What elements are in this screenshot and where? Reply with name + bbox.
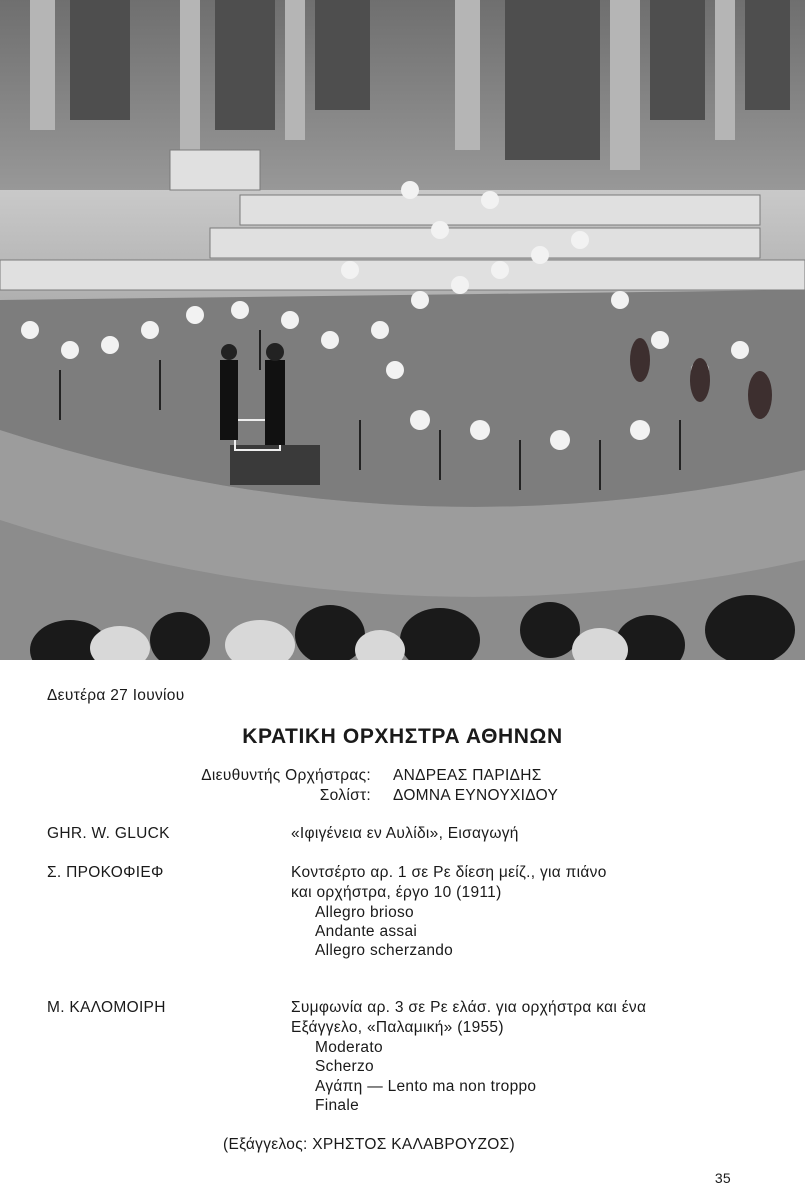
movement: Moderato — [315, 1039, 383, 1056]
conductor-role: Διευθυντής Ορχήστρας: — [201, 767, 371, 784]
narrator-credit: (Εξάγγελος: ΧΡΗΣΤΟΣ ΚΑΛΑΒΡΟΥΖΟΣ) — [223, 1136, 516, 1153]
composer-gluck: GHR. W. GLUCK — [47, 825, 170, 842]
page-number: 35 — [714, 1170, 731, 1186]
composer-prokofiev: Σ. ΠΡΟΚΟΦΙΕΦ — [47, 864, 164, 881]
soloist-name: ΔΟΜΝΑ ΕΥΝΟΥΧΙΔΟΥ — [393, 787, 559, 804]
composer-kalomiris: Μ. ΚΑΛΟΜΟΙΡΗ — [47, 999, 166, 1016]
movement: Scherzo — [315, 1058, 374, 1075]
work-prokofiev-line-2: και ορχήστρα, έργο 10 (1911) — [291, 884, 502, 901]
work-gluck: «Ιφιγένεια εν Αυλίδι», Εισαγωγή — [291, 825, 519, 842]
movement: Finale — [315, 1097, 360, 1114]
conductor-name: ΑΝΔΡΕΑΣ ΠΑΡΙΔΗΣ — [393, 767, 542, 784]
work-prokofiev-line-1: Κοντσέρτο αρ. 1 σε Ρε δίεση μείζ., για πιάνο — [291, 864, 607, 881]
orchestra-title: ΚΡΑΤΙΚΗ ΟΡΧΗΣΤΡΑ ΑΘΗΝΩΝ — [242, 725, 563, 748]
movement: Allegro scherzando — [315, 942, 454, 959]
work-kalomiris-line-2: Εξάγγελο, «Παλαμική» (1955) — [291, 1019, 504, 1036]
movement: Allegro brioso — [315, 904, 414, 921]
movement: Αγάπη — Lento ma non troppo — [315, 1078, 537, 1095]
work-kalomiris-line-1: Συμφωνία αρ. 3 σε Ρε ελάσ. για ορχήστρα και ένα — [291, 999, 647, 1016]
movement: Andante assai — [315, 923, 418, 940]
concert-date: Δευτέρα 27 Ιουνίου — [47, 687, 185, 704]
soloist-role: Σολίστ: — [319, 787, 371, 804]
